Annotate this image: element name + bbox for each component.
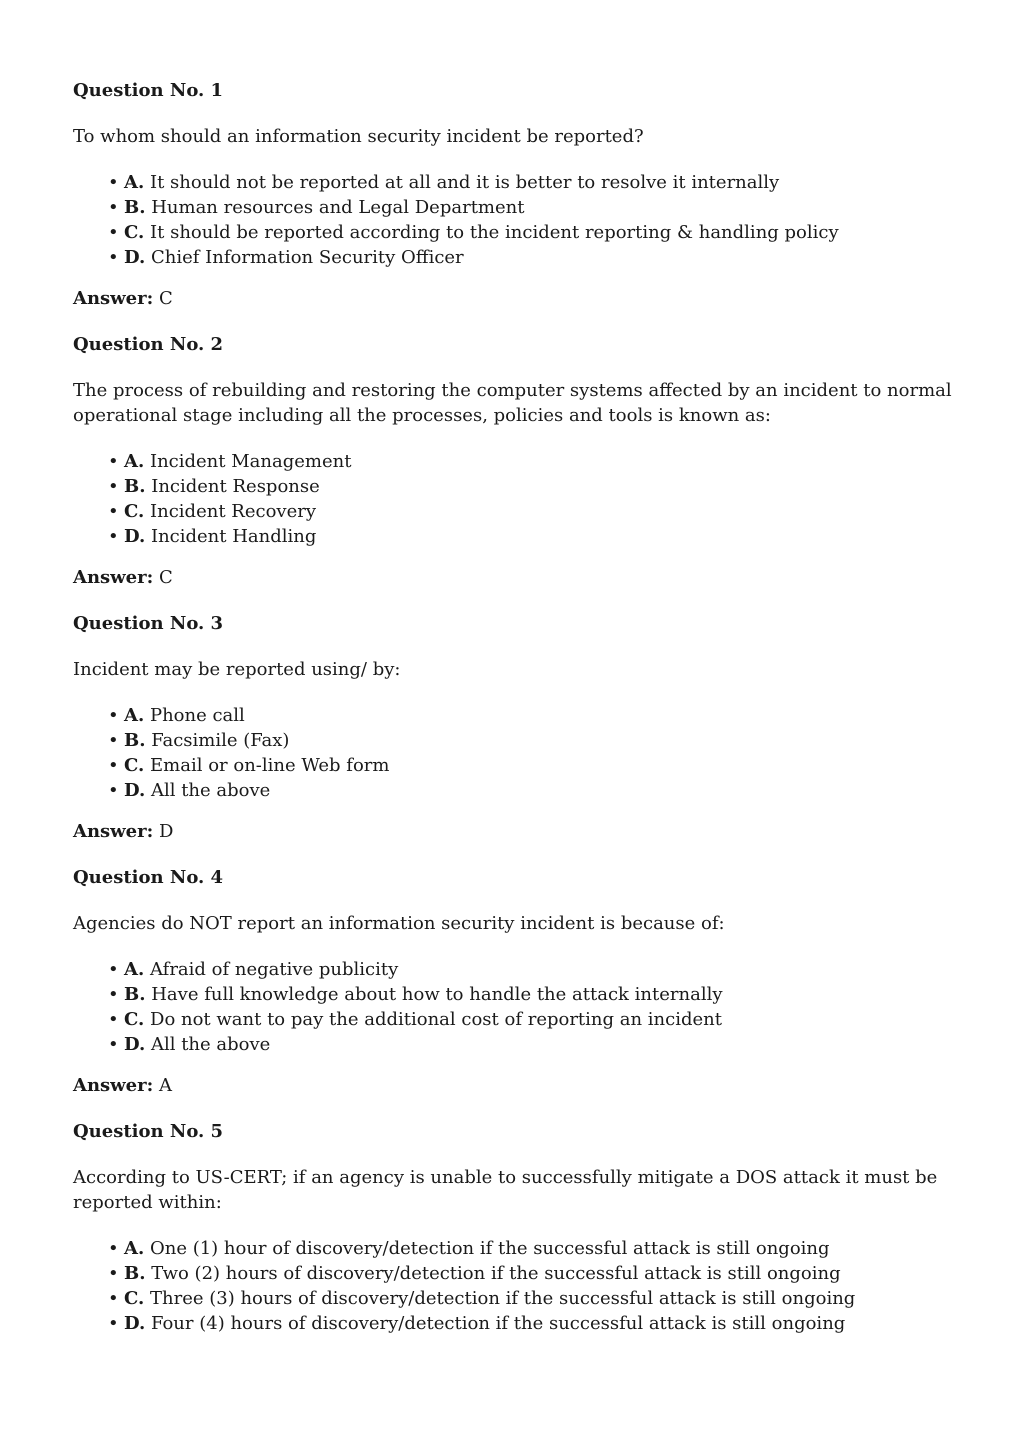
option-letter: C.: [124, 501, 145, 522]
option-b: [73, 1261, 953, 1286]
option-letter: C.: [124, 1288, 145, 1309]
option-d: [73, 524, 953, 549]
option-text: Email or on-line Web form: [150, 755, 390, 776]
question-title: Question No. 3: [73, 613, 224, 634]
bullet-icon: •: [108, 959, 119, 980]
option-c: [73, 1286, 953, 1311]
option-letter: C.: [124, 755, 145, 776]
option-b: [73, 728, 953, 753]
option-letter: D.: [124, 247, 146, 268]
option-a: [73, 957, 953, 982]
option-b: [73, 195, 953, 220]
option-letter: D.: [124, 526, 146, 547]
option-letter: D.: [124, 1313, 146, 1334]
bullet-icon: •: [108, 984, 119, 1005]
option-letter: A.: [124, 172, 145, 193]
answer-label: Answer:: [73, 821, 154, 842]
question-text: The process of rebuilding and restoring the computer systems affected by an incident to normal operational stage including all the processes, policies and tools is known as:: [73, 380, 952, 426]
option-letter: D.: [124, 1034, 146, 1055]
bullet-icon: •: [108, 476, 119, 497]
question-block-5: [73, 1119, 953, 1336]
answer-line: [73, 565, 953, 590]
option-letter: A.: [124, 451, 145, 472]
question-title: Question No. 1: [73, 80, 224, 101]
bullet-icon: •: [108, 705, 119, 726]
option-letter: A.: [124, 705, 145, 726]
bullet-icon: •: [108, 501, 119, 522]
option-letter: B.: [124, 197, 146, 218]
answer-label: Answer:: [73, 567, 154, 588]
bullet-icon: •: [108, 247, 119, 268]
question-title: Question No. 5: [73, 1121, 224, 1142]
option-a: [73, 449, 953, 474]
option-text: Human resources and Legal Department: [151, 197, 525, 218]
option-c: [73, 499, 953, 524]
bullet-icon: •: [108, 197, 119, 218]
option-letter: A.: [124, 1238, 145, 1259]
question-text: Agencies do NOT report an information security incident is because of:: [73, 913, 725, 934]
option-text: All the above: [150, 780, 271, 801]
bullet-icon: •: [108, 1313, 119, 1334]
option-letter: C.: [124, 222, 145, 243]
question-block-2: [73, 332, 953, 590]
exam-page: [73, 78, 953, 1352]
answer-value: C: [159, 567, 173, 588]
option-text: Incident Handling: [150, 526, 317, 547]
options-list: [73, 170, 953, 270]
options-list: [73, 703, 953, 803]
bullet-icon: •: [108, 1009, 119, 1030]
answer-label: Answer:: [73, 1075, 154, 1096]
option-b: [73, 474, 953, 499]
option-d: [73, 245, 953, 270]
option-text: Have full knowledge about how to handle the attack internally: [151, 984, 723, 1005]
bullet-icon: •: [108, 1238, 119, 1259]
bullet-icon: •: [108, 222, 119, 243]
option-a: [73, 703, 953, 728]
option-d: [73, 1032, 953, 1057]
option-text: Incident Management: [149, 451, 352, 472]
option-text: All the above: [150, 1034, 271, 1055]
option-letter: B.: [124, 1263, 146, 1284]
option-letter: B.: [124, 730, 146, 751]
question-text: According to US-CERT; if an agency is unable to successfully mitigate a DOS attack it must be reported within:: [73, 1167, 938, 1213]
option-text: Facsimile (Fax): [151, 730, 290, 751]
bullet-icon: •: [108, 451, 119, 472]
bullet-icon: •: [108, 526, 119, 547]
question-text: To whom should an information security incident be reported?: [73, 126, 644, 147]
option-letter: B.: [124, 476, 146, 497]
option-text: Afraid of negative publicity: [149, 959, 399, 980]
question-block-4: [73, 865, 953, 1098]
option-text: Phone call: [149, 705, 245, 726]
question-block-1: [73, 78, 953, 311]
bullet-icon: •: [108, 1288, 119, 1309]
option-c: [73, 753, 953, 778]
option-text: It should be reported according to the incident reporting & handling policy: [150, 222, 839, 243]
option-b: [73, 982, 953, 1007]
answer-line: [73, 819, 953, 844]
answer-value: C: [159, 288, 173, 309]
answer-label: Answer:: [73, 288, 154, 309]
question-text: Incident may be reported using/ by:: [73, 659, 401, 680]
option-text: Do not want to pay the additional cost of reporting an incident: [150, 1009, 722, 1030]
option-text: Incident Recovery: [150, 501, 316, 522]
answer-value: D: [159, 821, 174, 842]
options-list: [73, 1236, 953, 1336]
question-title: Question No. 4: [73, 867, 224, 888]
option-letter: B.: [124, 984, 146, 1005]
option-text: Four (4) hours of discovery/detection if the successful attack is still ongoing: [150, 1313, 846, 1334]
option-d: [73, 778, 953, 803]
option-a: [73, 1236, 953, 1261]
answer-line: [73, 286, 953, 311]
bullet-icon: •: [108, 1263, 119, 1284]
option-d: [73, 1311, 953, 1336]
question-block-3: [73, 611, 953, 844]
answer-line: [73, 1073, 953, 1098]
options-list: [73, 957, 953, 1057]
answer-value: A: [159, 1075, 172, 1096]
option-a: [73, 170, 953, 195]
bullet-icon: •: [108, 172, 119, 193]
question-title: Question No. 2: [73, 334, 224, 355]
option-text: It should not be reported at all and it is better to resolve it internally: [149, 172, 780, 193]
option-text: Chief Information Security Officer: [150, 247, 464, 268]
option-letter: D.: [124, 780, 146, 801]
bullet-icon: •: [108, 730, 119, 751]
options-list: [73, 449, 953, 549]
option-letter: A.: [124, 959, 145, 980]
option-letter: C.: [124, 1009, 145, 1030]
option-c: [73, 1007, 953, 1032]
option-text: Three (3) hours of discovery/detection if the successful attack is still ongoing: [150, 1288, 856, 1309]
option-text: Two (2) hours of discovery/detection if the successful attack is still ongoing: [151, 1263, 841, 1284]
option-c: [73, 220, 953, 245]
bullet-icon: •: [108, 755, 119, 776]
option-text: One (1) hour of discovery/detection if the successful attack is still ongoing: [149, 1238, 830, 1259]
bullet-icon: •: [108, 1034, 119, 1055]
bullet-icon: •: [108, 780, 119, 801]
option-text: Incident Response: [151, 476, 320, 497]
